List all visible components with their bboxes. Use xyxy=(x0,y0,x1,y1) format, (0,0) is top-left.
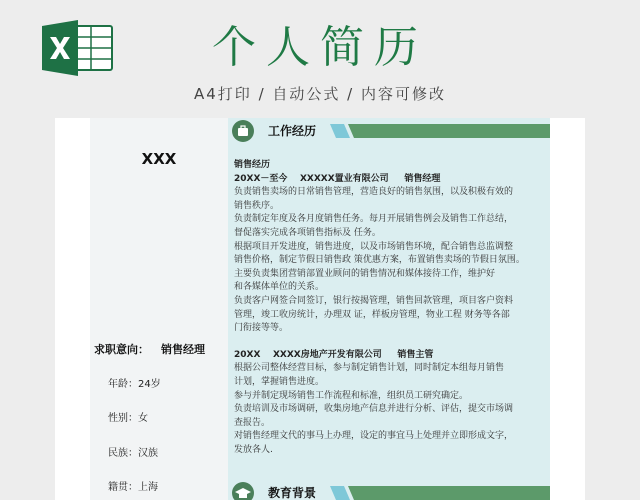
job-line: 负责客户网签合同签订，银行按揭管理，销售回款管理，项目客户资料 xyxy=(234,295,514,306)
spacer xyxy=(234,336,544,349)
page-subtitle: A4打印 / 自动公式 / 内容可修改 xyxy=(194,85,446,103)
job-line: 管理，竣工收房统计，办理双 证，样板房管理，物业工程 财务等各部 xyxy=(234,309,510,320)
info-hometown[interactable] xyxy=(108,478,158,493)
job-line: 督促落实完成各项销售指标及 任务。 xyxy=(234,227,381,238)
info-value: 汉族 xyxy=(138,448,158,459)
job-line: 和各媒体单位的关系。 xyxy=(234,282,325,293)
info-value: 24岁 xyxy=(138,379,161,390)
job-intent-value: 销售经理 xyxy=(161,343,205,356)
job-line: 销售价格，制定节假日销售政 策优惠方案，布置销售卖场的节假日氛围。 xyxy=(234,255,525,266)
header xyxy=(0,0,640,118)
job-company: XXXXX置业有限公司 xyxy=(299,173,389,184)
info-value: 上海 xyxy=(138,482,158,493)
section-title: 教育背景 xyxy=(268,486,317,500)
briefcase-icon xyxy=(232,120,254,142)
section-header-education xyxy=(230,480,550,500)
info-value: 女 xyxy=(138,413,148,424)
job-line: 负责销售卖场的日常销售管理，营造良好的销售氛围，以及积极有效的 xyxy=(234,187,514,198)
profile-column xyxy=(90,118,228,500)
info-gender[interactable] xyxy=(108,409,148,424)
job-line: 参与并制定现场销售工作流程和标准，组织员工研究确定。 xyxy=(234,390,469,401)
info-label: 籍贯： xyxy=(108,482,138,493)
info-age[interactable] xyxy=(108,375,161,390)
job-line: 负责制定年度及各月度销售任务。每月开展销售例会及销售工作总结， xyxy=(234,214,514,225)
section-bar xyxy=(330,124,550,138)
work-content[interactable] xyxy=(234,159,544,457)
job-line: 发放各人. xyxy=(234,444,273,455)
job-line: 对销售经理文代的事马上办理，设定的事宜马上处理并立即形成文字， xyxy=(234,431,514,442)
job-line: 主要负责集团营销部置业顾问的销售情况和媒体接待工作，维护好 xyxy=(234,268,496,279)
job-heading xyxy=(234,173,544,187)
job-line: 门衔接等等。 xyxy=(234,323,289,334)
info-ethnicity[interactable] xyxy=(108,444,158,459)
job-heading xyxy=(234,349,544,363)
job-line: 根据公司整体经营目标，参与制定销售计划，同时制定本组每月销售 xyxy=(234,363,505,374)
job-line: 销售秩序。 xyxy=(234,200,280,211)
excel-icon xyxy=(40,20,115,76)
job-role: 销售主管 xyxy=(397,349,434,360)
job-line: 根据项目开发进度，销售进度，以及市场销售环境，配合销售总监调整 xyxy=(234,241,514,252)
page-title: 个人简历 xyxy=(212,22,428,73)
candidate-name[interactable]: XXX xyxy=(141,150,177,168)
info-label: 民族： xyxy=(108,448,138,459)
info-label: 性别： xyxy=(108,413,138,424)
job-company: XXXX房地产开发有限公司 xyxy=(272,349,382,360)
work-label: 销售经历 xyxy=(234,160,271,170)
section-header-work xyxy=(230,118,550,144)
job-line: 计划，掌握销售进度。 xyxy=(234,376,325,387)
job-line: 负责培训及市场调研，收集房地产信息并进行分析、评估，提交市场调 xyxy=(234,404,514,415)
job-intent-label: 求职意向： xyxy=(94,343,149,356)
job-period: 20XX xyxy=(234,349,261,360)
graduation-cap-icon xyxy=(232,482,254,500)
section-title: 工作经历 xyxy=(268,124,317,138)
job-period: 20XX－至今 xyxy=(234,173,288,184)
section-bar xyxy=(330,486,550,500)
job-line: 查报告。 xyxy=(234,417,271,428)
info-label: 年龄： xyxy=(108,379,138,390)
job-role: 销售经理 xyxy=(404,173,441,184)
job-intent[interactable] xyxy=(94,341,205,357)
